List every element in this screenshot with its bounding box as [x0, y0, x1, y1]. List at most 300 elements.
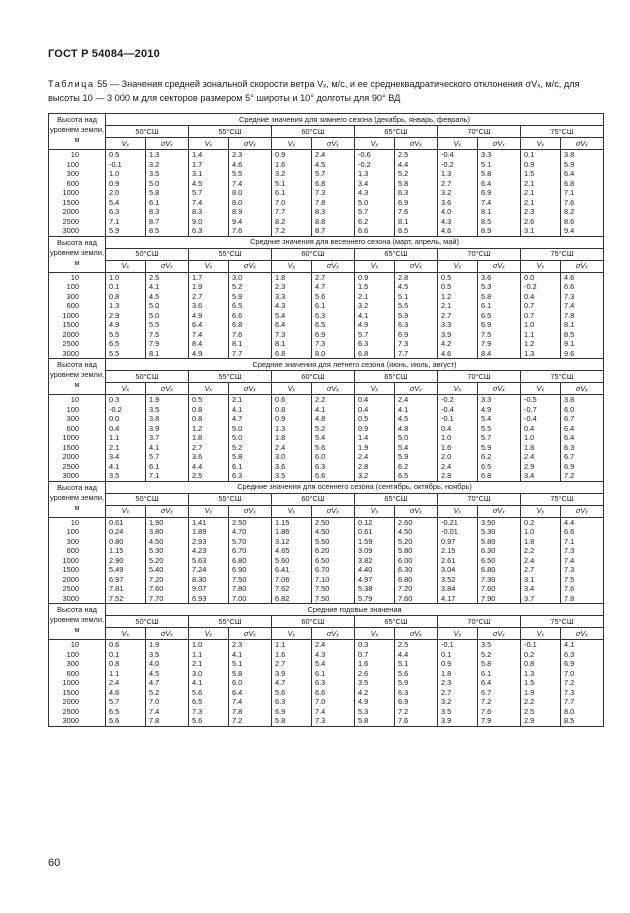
table-row: [49, 546, 604, 556]
sigma-value: 1.3: [146, 150, 189, 160]
sigma-value: 5.9: [395, 311, 438, 321]
speed-value: 1.6: [272, 650, 312, 660]
variable-row: [49, 505, 604, 517]
sigma-value: 7.0: [146, 697, 189, 707]
speed-value: -0.7: [521, 405, 561, 415]
speed-value: 3.09: [355, 546, 395, 556]
speed-value: 0.7: [521, 311, 561, 321]
sigma-value: 2.4: [395, 395, 438, 405]
sigma-value: 6.90: [229, 565, 272, 575]
speed-value: 3.6: [189, 452, 229, 462]
table-row: [49, 414, 604, 424]
height-cell: 10: [49, 395, 106, 405]
sigma-value: 3.5: [146, 169, 189, 179]
sigma-header: σVₓ: [478, 505, 521, 517]
sigma-value: 7.50: [312, 594, 355, 604]
sigma-value: 6.9: [395, 330, 438, 340]
speed-value: 3.5: [272, 471, 312, 481]
sigma-value: 5.5: [478, 424, 521, 434]
speed-value: 2.1: [521, 179, 561, 189]
sigma-header: σVₓ: [312, 260, 355, 272]
speed-value: 0.7: [521, 301, 561, 311]
speed-value: -0.1: [106, 160, 146, 170]
section-title-row: [49, 604, 604, 616]
speed-value: 0.4: [355, 405, 395, 415]
sigma-value: 5.5: [146, 320, 189, 330]
sigma-header: σVₓ: [478, 383, 521, 395]
speed-value: 0.1: [106, 650, 146, 660]
sigma-value: 5.20: [146, 556, 189, 566]
speed-value: 2.8: [438, 471, 478, 481]
sigma-value: 7.3: [395, 339, 438, 349]
sigma-value: 6.3: [312, 678, 355, 688]
sigma-value: 7.5: [146, 330, 189, 340]
table-row: [49, 198, 604, 208]
sigma-value: 7.60: [146, 584, 189, 594]
sigma-value: 6.3: [395, 188, 438, 198]
speed-value: 1.9: [521, 688, 561, 698]
speed-value: 5.7: [189, 188, 229, 198]
sigma-value: 7.2: [395, 707, 438, 717]
speed-value: -0.2: [521, 282, 561, 292]
speed-value: 0.12: [355, 517, 395, 527]
latitude-header: 50°СШ: [106, 493, 189, 505]
speed-value: -0.1: [521, 640, 561, 650]
speed-value: 4.9: [189, 349, 229, 359]
speed-value: 8.4: [189, 339, 229, 349]
speed-value: 0.1: [106, 282, 146, 292]
speed-header: Vₓ: [189, 383, 229, 395]
variable-row: [49, 383, 604, 395]
sigma-value: 5.9: [395, 678, 438, 688]
sigma-value: 2.4: [312, 150, 355, 160]
speed-value: 2.3: [272, 282, 312, 292]
sigma-value: 4.5: [395, 282, 438, 292]
sigma-value: 9.4: [561, 226, 604, 236]
speed-header: Vₓ: [106, 628, 146, 640]
speed-value: 5.7: [355, 330, 395, 340]
sigma-value: 8.0: [312, 349, 355, 359]
sigma-value: 9.4: [229, 217, 272, 227]
speed-value: -0.2: [106, 405, 146, 415]
sigma-value: 3.80: [146, 527, 189, 537]
speed-value: 2.7: [189, 292, 229, 302]
speed-value: 2.7: [189, 443, 229, 453]
sigma-value: 5.40: [146, 565, 189, 575]
speed-value: 4.9: [189, 311, 229, 321]
speed-header: Vₓ: [355, 628, 395, 640]
latitude-header: 65°СШ: [355, 248, 438, 260]
sigma-header: σVₓ: [312, 138, 355, 150]
speed-value: 4.9: [106, 320, 146, 330]
speed-value: 0.8: [189, 405, 229, 415]
sigma-value: 7.8: [312, 198, 355, 208]
speed-value: 9.07: [189, 584, 229, 594]
sigma-value: 2.60: [395, 517, 438, 527]
speed-value: 4.7: [272, 678, 312, 688]
sigma-value: 7.3: [312, 716, 355, 726]
sigma-value: 5.1: [395, 659, 438, 669]
sigma-value: 8.3: [146, 207, 189, 217]
speed-header: Vₓ: [355, 383, 395, 395]
speed-value: 2.7: [438, 688, 478, 698]
sigma-value: 6.6: [229, 311, 272, 321]
sigma-value: 5.4: [312, 433, 355, 443]
speed-value: 1.8: [438, 669, 478, 679]
sigma-value: 1.90: [146, 517, 189, 527]
sigma-value: 4.70: [229, 527, 272, 537]
speed-value: 3.5: [438, 707, 478, 717]
speed-value: 0.9: [521, 160, 561, 170]
speed-value: 1.5: [355, 282, 395, 292]
sigma-value: 5.0: [229, 424, 272, 434]
sigma-value: 8.6: [561, 217, 604, 227]
table-row: [49, 301, 604, 311]
sigma-header: σVₓ: [395, 138, 438, 150]
sigma-value: 6.5: [229, 301, 272, 311]
sigma-value: 4.4: [561, 517, 604, 527]
speed-value: 6.9: [272, 707, 312, 717]
speed-value: 5.7: [355, 207, 395, 217]
sigma-value: 6.1: [312, 301, 355, 311]
speed-header: Vₓ: [189, 260, 229, 272]
speed-value: 2.7: [272, 659, 312, 669]
speed-header: Vₓ: [106, 260, 146, 272]
sigma-value: 5.2: [312, 424, 355, 434]
sigma-value: 2.3: [229, 640, 272, 650]
sigma-value: 7.4: [229, 179, 272, 189]
sigma-value: 5.0: [146, 179, 189, 189]
sigma-value: 8.4: [478, 349, 521, 359]
speed-value: 0.7: [355, 650, 395, 660]
sigma-value: 7.6: [395, 207, 438, 217]
height-cell: 3000: [49, 716, 106, 726]
sigma-value: 5.8: [478, 292, 521, 302]
table-row: [49, 452, 604, 462]
sigma-value: 6.3: [561, 650, 604, 660]
height-cell: 600: [49, 669, 106, 679]
sigma-value: 6.3: [395, 688, 438, 698]
sigma-value: 4.1: [229, 405, 272, 415]
speed-value: 6.3: [189, 226, 229, 236]
sigma-value: 5.8: [395, 179, 438, 189]
speed-value: 1.7: [189, 160, 229, 170]
sigma-value: 3.50: [478, 517, 521, 527]
sigma-value: 4.4: [395, 160, 438, 170]
speed-value: 3.7: [521, 594, 561, 604]
speed-value: 1.0: [106, 169, 146, 179]
sigma-value: 5.2: [229, 282, 272, 292]
height-cell: 3000: [49, 226, 106, 236]
sigma-value: 8.0: [229, 188, 272, 198]
table-row: [49, 527, 604, 537]
sigma-value: 7.2: [561, 678, 604, 688]
speed-value: 2.1: [189, 659, 229, 669]
sigma-value: 7.3: [561, 292, 604, 302]
speed-header: Vₓ: [272, 505, 312, 517]
sigma-value: 5.1: [229, 659, 272, 669]
height-cell: 1500: [49, 198, 106, 208]
speed-value: 3.2: [272, 169, 312, 179]
height-cell: 1000: [49, 678, 106, 688]
speed-header: Vₓ: [521, 138, 561, 150]
speed-value: 2.15: [438, 546, 478, 556]
sigma-value: 7.7: [229, 349, 272, 359]
speed-value: 9.0: [189, 217, 229, 227]
speed-value: 5.5: [106, 330, 146, 340]
speed-value: 2.8: [355, 462, 395, 472]
speed-value: 5.8: [272, 716, 312, 726]
speed-value: 7.2: [272, 226, 312, 236]
speed-value: 0.8: [521, 659, 561, 669]
speed-value: 7.62: [272, 584, 312, 594]
speed-value: 0.4: [438, 424, 478, 434]
sigma-value: 6.0: [561, 405, 604, 415]
speed-value: 4.3: [272, 301, 312, 311]
speed-value: 1.3: [106, 301, 146, 311]
speed-value: 1.1: [189, 650, 229, 660]
sigma-value: 7.20: [395, 584, 438, 594]
sigma-header: σVₓ: [561, 505, 604, 517]
speed-value: 1.6: [355, 659, 395, 669]
height-cell: 1000: [49, 188, 106, 198]
speed-value: 7.3: [272, 330, 312, 340]
speed-value: 2.1: [521, 198, 561, 208]
speed-value: 0.4: [521, 424, 561, 434]
speed-value: 8.30: [189, 575, 229, 585]
sigma-value: 6.7: [561, 414, 604, 424]
speed-value: 6.8: [272, 349, 312, 359]
variable-row: [49, 628, 604, 640]
speed-value: 5.1: [272, 179, 312, 189]
sigma-value: 4.1: [395, 405, 438, 415]
sigma-value: 2.50: [312, 517, 355, 527]
sigma-value: 6.3: [312, 311, 355, 321]
sigma-header: σVₓ: [229, 260, 272, 272]
speed-value: 4.0: [438, 207, 478, 217]
sigma-value: 5.6: [395, 669, 438, 679]
speed-value: 6.1: [272, 188, 312, 198]
sigma-value: 6.70: [229, 546, 272, 556]
speed-value: 7.4: [189, 330, 229, 340]
speed-value: 1.8: [272, 272, 312, 282]
speed-value: 1.5: [521, 678, 561, 688]
speed-value: 2.1: [521, 188, 561, 198]
height-cell: 3000: [49, 471, 106, 481]
speed-value: 2.9: [106, 311, 146, 321]
height-cell: 300: [49, 292, 106, 302]
sigma-value: 6.9: [478, 188, 521, 198]
speed-value: 3.1: [521, 575, 561, 585]
sigma-value: 8.9: [229, 207, 272, 217]
sigma-value: 3.3: [478, 150, 521, 160]
speed-value: 0.1: [521, 150, 561, 160]
sigma-value: 6.5: [395, 471, 438, 481]
section-title-row: [49, 236, 604, 248]
sigma-header: σVₓ: [478, 260, 521, 272]
sigma-header: σVₓ: [312, 628, 355, 640]
speed-value: 1.0: [438, 433, 478, 443]
table-row: [49, 575, 604, 585]
sigma-value: 5.7: [312, 169, 355, 179]
sigma-value: 8.2: [561, 207, 604, 217]
speed-value: 1.8: [521, 537, 561, 547]
height-cell: 2000: [49, 575, 106, 585]
speed-value: 1.0: [521, 433, 561, 443]
speed-value: 2.5: [521, 707, 561, 717]
sigma-value: 6.80: [395, 575, 438, 585]
table-row: [49, 272, 604, 282]
speed-value: 1.2: [521, 339, 561, 349]
latitude-header: 70°СШ: [438, 126, 521, 138]
speed-value: -0.4: [438, 405, 478, 415]
height-cell: 300: [49, 414, 106, 424]
speed-value: 0.8: [106, 659, 146, 669]
latitude-row: [49, 126, 604, 138]
sigma-value: 4.5: [146, 292, 189, 302]
sigma-value: 9.6: [561, 349, 604, 359]
speed-value: 5.49: [106, 565, 146, 575]
speed-value: 6.8: [355, 349, 395, 359]
speed-value: 4.40: [355, 565, 395, 575]
table-row: [49, 207, 604, 217]
height-cell: 2000: [49, 330, 106, 340]
sigma-value: 6.5: [478, 311, 521, 321]
sigma-value: 7.4: [561, 301, 604, 311]
sigma-value: 6.20: [312, 546, 355, 556]
speed-value: 2.6: [521, 217, 561, 227]
speed-value: 2.5: [189, 471, 229, 481]
speed-value: 1.3: [521, 349, 561, 359]
speed-value: -0.01: [438, 527, 478, 537]
sigma-header: σVₓ: [146, 260, 189, 272]
table-row: [49, 678, 604, 688]
table-row: [49, 443, 604, 453]
speed-value: 5.6: [106, 716, 146, 726]
height-cell: 100: [49, 160, 106, 170]
latitude-header: 60°СШ: [272, 126, 355, 138]
sigma-value: 7.0: [561, 669, 604, 679]
sigma-value: 6.1: [478, 669, 521, 679]
sigma-value: 3.5: [478, 640, 521, 650]
sigma-value: 5.3: [478, 282, 521, 292]
speed-value: 2.2: [521, 697, 561, 707]
speed-value: 1.0: [521, 320, 561, 330]
speed-value: -0.6: [355, 150, 395, 160]
sigma-header: σVₓ: [146, 383, 189, 395]
section-title: Средние значения для летнего сезона (июнь, июль, август): [106, 359, 604, 371]
latitude-row: [49, 493, 604, 505]
speed-value: 0.9: [106, 179, 146, 189]
sigma-value: 4.8: [395, 424, 438, 434]
speed-value: 1.6: [438, 443, 478, 453]
sigma-value: 6.9: [561, 462, 604, 472]
sigma-value: 8.0: [561, 707, 604, 717]
table-row: [49, 339, 604, 349]
speed-value: 1.8: [189, 433, 229, 443]
speed-value: 5.4: [106, 198, 146, 208]
sigma-value: 7.8: [229, 707, 272, 717]
table-row: [49, 311, 604, 321]
sigma-value: 5.9: [561, 160, 604, 170]
sigma-value: 5.4: [312, 659, 355, 669]
sigma-value: 5.70: [229, 537, 272, 547]
sigma-value: 7.9: [478, 716, 521, 726]
speed-value: 4.65: [272, 546, 312, 556]
speed-value: 0.24: [106, 527, 146, 537]
sigma-value: 7.1: [146, 471, 189, 481]
speed-value: 6.6: [355, 226, 395, 236]
sigma-value: 5.0: [229, 433, 272, 443]
table-row: [49, 640, 604, 650]
speed-value: 1.3: [355, 169, 395, 179]
sigma-value: 4.1: [146, 443, 189, 453]
speed-value: 3.2: [438, 697, 478, 707]
speed-value: 4.9: [355, 320, 395, 330]
height-cell: 100: [49, 527, 106, 537]
table-row: [49, 179, 604, 189]
height-cell: 1500: [49, 565, 106, 575]
latitude-row: [49, 616, 604, 628]
speed-value: 0.9: [272, 414, 312, 424]
speed-value: 2.0: [438, 452, 478, 462]
sigma-value: 7.70: [146, 594, 189, 604]
sigma-value: 4.1: [146, 282, 189, 292]
latitude-header: 65°СШ: [355, 616, 438, 628]
speed-value: 1.0: [106, 272, 146, 282]
sigma-value: 7.3: [561, 565, 604, 575]
speed-value: 3.6: [189, 301, 229, 311]
sigma-value: 7.0: [312, 697, 355, 707]
speed-value: 2.9: [521, 716, 561, 726]
table-row: [49, 349, 604, 359]
latitude-header: 60°СШ: [272, 616, 355, 628]
sigma-value: 7.00: [229, 594, 272, 604]
speed-value: 3.4: [355, 179, 395, 189]
speed-value: 1.86: [272, 527, 312, 537]
height-cell: 2000: [49, 207, 106, 217]
sigma-value: 7.6: [229, 226, 272, 236]
speed-value: 1.1: [521, 330, 561, 340]
speed-value: 4.3: [438, 217, 478, 227]
speed-value: 5.6: [272, 688, 312, 698]
row-header-label: Высота над уровнем земли, м: [49, 359, 106, 395]
speed-value: 0.8: [106, 292, 146, 302]
sigma-value: 7.10: [312, 575, 355, 585]
sigma-value: 6.8: [229, 320, 272, 330]
height-cell: 10: [49, 150, 106, 160]
speed-value: 3.4: [521, 471, 561, 481]
sigma-value: 6.6: [561, 282, 604, 292]
sigma-value: 8.5: [561, 716, 604, 726]
sigma-value: 7.50: [312, 584, 355, 594]
speed-value: 1.5: [521, 169, 561, 179]
sigma-value: 7.2: [478, 697, 521, 707]
sigma-value: 6.1: [229, 462, 272, 472]
speed-value: 1.1: [272, 640, 312, 650]
sigma-value: 7.4: [312, 707, 355, 717]
speed-value: 5.6: [189, 688, 229, 698]
speed-value: 7.52: [106, 594, 146, 604]
sigma-value: 5.0: [395, 433, 438, 443]
sigma-header: σVₓ: [229, 505, 272, 517]
speed-value: 3.9: [438, 716, 478, 726]
speed-value: 4.1: [189, 678, 229, 688]
sigma-header: σVₓ: [478, 138, 521, 150]
speed-value: 5.60: [272, 556, 312, 566]
sigma-value: 2.5: [146, 272, 189, 282]
latitude-header: 70°СШ: [438, 248, 521, 260]
